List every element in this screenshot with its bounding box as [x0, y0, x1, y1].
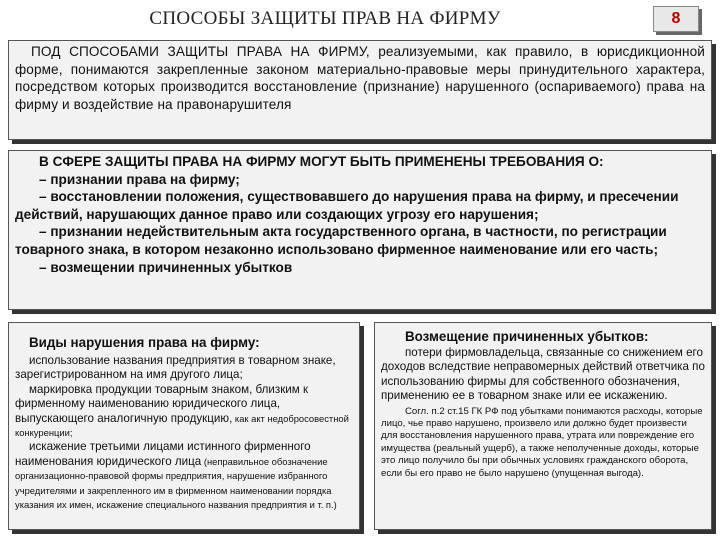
- violation-item-text: маркировка продукции товарным знаком, близким к фирменному наименованию юридического лица, выпускающего аналогичную продукцию,: [15, 382, 309, 425]
- violations-heading: Виды нарушения права на фирму:: [29, 335, 260, 350]
- requirement-item: – признании недействительным акта государственного органа, в частности, по регистрации товарного знака, в котором незаконно использовано фирменное наименование или его часть;: [15, 224, 667, 257]
- damages-box: [374, 322, 712, 530]
- requirement-item: – восстановлении положения, существовавшего до нарушения права на фирму, и пресечении действий, нарушающих данное право или создающих угрозу его нарушения;: [15, 189, 679, 222]
- requirements-list: [15, 153, 705, 276]
- definition-paragraph: [15, 43, 705, 113]
- requirements-heading: В СФЕРЕ ЗАЩИТЫ ПРАВА НА ФИРМУ МОГУТ БЫТЬ ПРИМЕНЕНЫ ТРЕБОВАНИЯ О:: [39, 154, 604, 169]
- requirement-item: – признании права на фирму;: [39, 171, 240, 187]
- page-number-badge: 8: [653, 6, 699, 32]
- damages-text: потери фирмовладельца, связанные со снижением его доходов вследствие неправомерных действий ответчика по использованию фирмы для собственного обозначения, применению ее в товарном знаке или ее искажению.: [381, 346, 705, 403]
- violation-item-text: искажение третьими лицами истинного фирменного наименования юридического лица: [15, 440, 311, 468]
- violation-item-note: (неправильное обозначение организационно-правовой формы предприятия, нарушение избранного учредителями и закрепленного им в фирменном наименовании порядка указания их имен, искажение специального названия предприятия и т. п.): [15, 455, 337, 511]
- violation-item: [15, 440, 353, 512]
- definition-text: , реализуемыми, как правило, в юрисдикционной форме, понимаются закрепленные законом материально-правовые меры принудительного характера, посредством которых производится восстановление (признание) нарушенного (оспариваемого) права на фирму и воздействие на правонарушителя: [15, 44, 705, 112]
- definition-lead: ПОД СПОСОБАМИ ЗАЩИТЫ ПРАВА НА ФИРМУ: [31, 44, 366, 59]
- violations-box: [8, 322, 360, 530]
- page-title: СПОСОБЫ ЗАЩИТЫ ПРАВ НА ФИРМУ: [149, 8, 501, 29]
- violation-item-note: как акт недобросовестной конкуренции;: [15, 412, 349, 439]
- damages-legal-note: Согл. п.2 ст.15 ГК РФ под убытками понимаются расходы, которые лицо, чье право нарушено, произвело или должно будет произвести для восстановления нарушенного права, утрата или повреждение его имущества (реальный ущерб), а также неполученные доходы, которые это лицо получило бы при обычных условиях гражданского оборота, если бы его право не было нарушено (упущенная выгода).: [381, 405, 703, 479]
- violation-item: использование названия предприятия в товарном знаке, зарегистрированном на имя другого лица;: [15, 354, 336, 382]
- definition-box: [8, 40, 712, 140]
- requirements-box: [8, 150, 712, 310]
- requirement-item: – возмещении причиненных убытков: [39, 259, 293, 275]
- violation-item: [15, 383, 353, 441]
- violations-list: [15, 354, 353, 512]
- damages-heading: Возмещение причиненных убытков:: [405, 329, 649, 344]
